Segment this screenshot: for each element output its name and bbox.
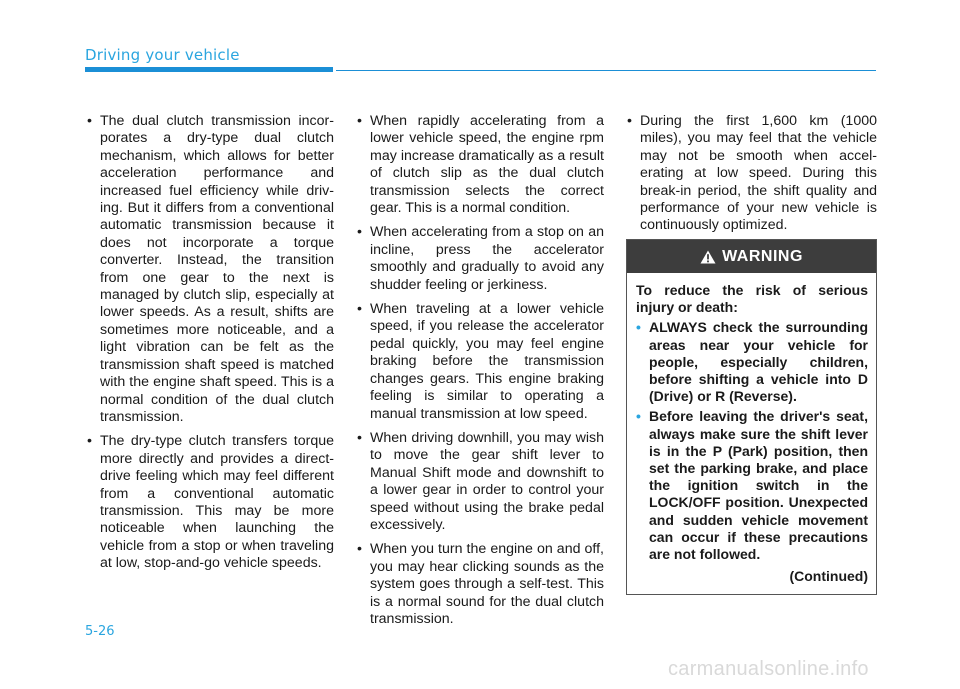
list-item (355, 430, 604, 534)
paragraph-text: The dual clutch transmission incorporates a dry-type dual clutch mechanism, which allows for better acceleration performance and increased fuel efficiency while driving. But it differs from a conventional automatic transmission because it does not incorporate a torque converter. Instead, the transition from one gear to the next is managed by clutch slip, especially at lower speeds. As a result, shifts are sometimes more noticeable, and a light vibration can be felt as the transmission shaft speed is matched with the engine shaft speed. This is a normal condition of the dual clutch transmission. (100, 113, 334, 425)
text-column-1 (85, 113, 334, 580)
warning-body (627, 273, 876, 585)
continued-label: (Continued) (789, 568, 868, 585)
bullet-dot: • (627, 113, 632, 129)
text-column-3 (625, 113, 877, 242)
bullet-dot: • (357, 224, 362, 241)
list-item (85, 433, 334, 572)
paragraph-text: The dry-type clutch transfers torque more directly and provides a direct-drive feeling which may feel different from a conventional automatic transmission. This may be more noticeable when launching the vehicle from a stop or when traveling at low, stop-and-go vehicle speeds. (100, 433, 334, 572)
warning-bullet-dot: • (636, 319, 641, 336)
list-item (355, 224, 604, 294)
list-item (355, 113, 604, 217)
bullet-dot: • (357, 113, 362, 129)
warning-list-item (636, 408, 868, 563)
paragraph-text: When accelerating from a stop on an incline, press the accelerator smoothly and gradually to avoid any shudder feeling or jerkiness. (370, 224, 604, 293)
header-rule-thick (85, 67, 333, 72)
paragraph-text: When traveling at a lower vehicle speed, if you release the accelerator pedal quickly, you may feel engine braking before the transmission changes gears. This engine braking feeling is similar to operating a manual transmission at low speed. (370, 301, 604, 422)
paragraph-text: When you turn the engine on and off, you may hear clicking sounds as the system goes through a self-test. This is a normal sound for the dual clutch transmission. (370, 541, 604, 627)
warning-text: Before leaving the driver's seat, always make sure the shift lever is in the P (Park) position, then set the parking brake, and place the ignition switch in the LOCK/OFF position. Unexpected and sudden vehicle movement can occur if these precautions are not followed. (649, 408, 868, 563)
list-item (85, 113, 334, 426)
bullet-dot: • (87, 113, 92, 129)
paragraph-text: During the first 1,600 km (1000 miles), you may feel that the vehicle may not be smooth when accelerating at low speed. During this break-in period, the shift quality and performance of your new vehicle is continuously optimized. (640, 113, 877, 234)
paragraph-text: When driving downhill, you may wish to move the gear shift lever to Manual Shift mode and downshift to a lower gear in order to control your speed without using the brake pedal excessively. (370, 429, 604, 533)
warning-list-item (636, 319, 868, 405)
bullet-dot: • (357, 429, 362, 446)
bullet-dot: • (357, 541, 362, 558)
section-title: Driving your vehicle (85, 46, 240, 64)
list-item (355, 541, 604, 628)
paragraph-text: When rapidly accelerating from a lower vehicle speed, the engine rpm may increase dramatically as a result of clutch slip as the dual clutch transmission selects the correct gear. This is a normal condition. (370, 113, 604, 217)
text-column-2 (355, 113, 604, 635)
warning-box (626, 239, 877, 595)
warning-intro: To reduce the risk of serious injury or death: (636, 282, 868, 316)
warning-triangle-icon (700, 250, 716, 264)
page-number: 5-26 (85, 624, 115, 639)
warning-text: ALWAYS check the surrounding areas near your vehicle for people, especially children, before shifting a vehicle into D (Drive) or R (Reverse). (649, 319, 868, 405)
list-item (355, 301, 604, 423)
bullet-dot: • (87, 433, 92, 450)
list-item (625, 113, 877, 235)
warning-header (627, 240, 876, 273)
bullet-dot: • (357, 301, 362, 318)
watermark: carmanualsonline.info (668, 658, 869, 680)
header-rule-thin (336, 70, 876, 71)
warning-bullet-dot: • (636, 408, 641, 425)
warning-title: WARNING (722, 247, 803, 265)
